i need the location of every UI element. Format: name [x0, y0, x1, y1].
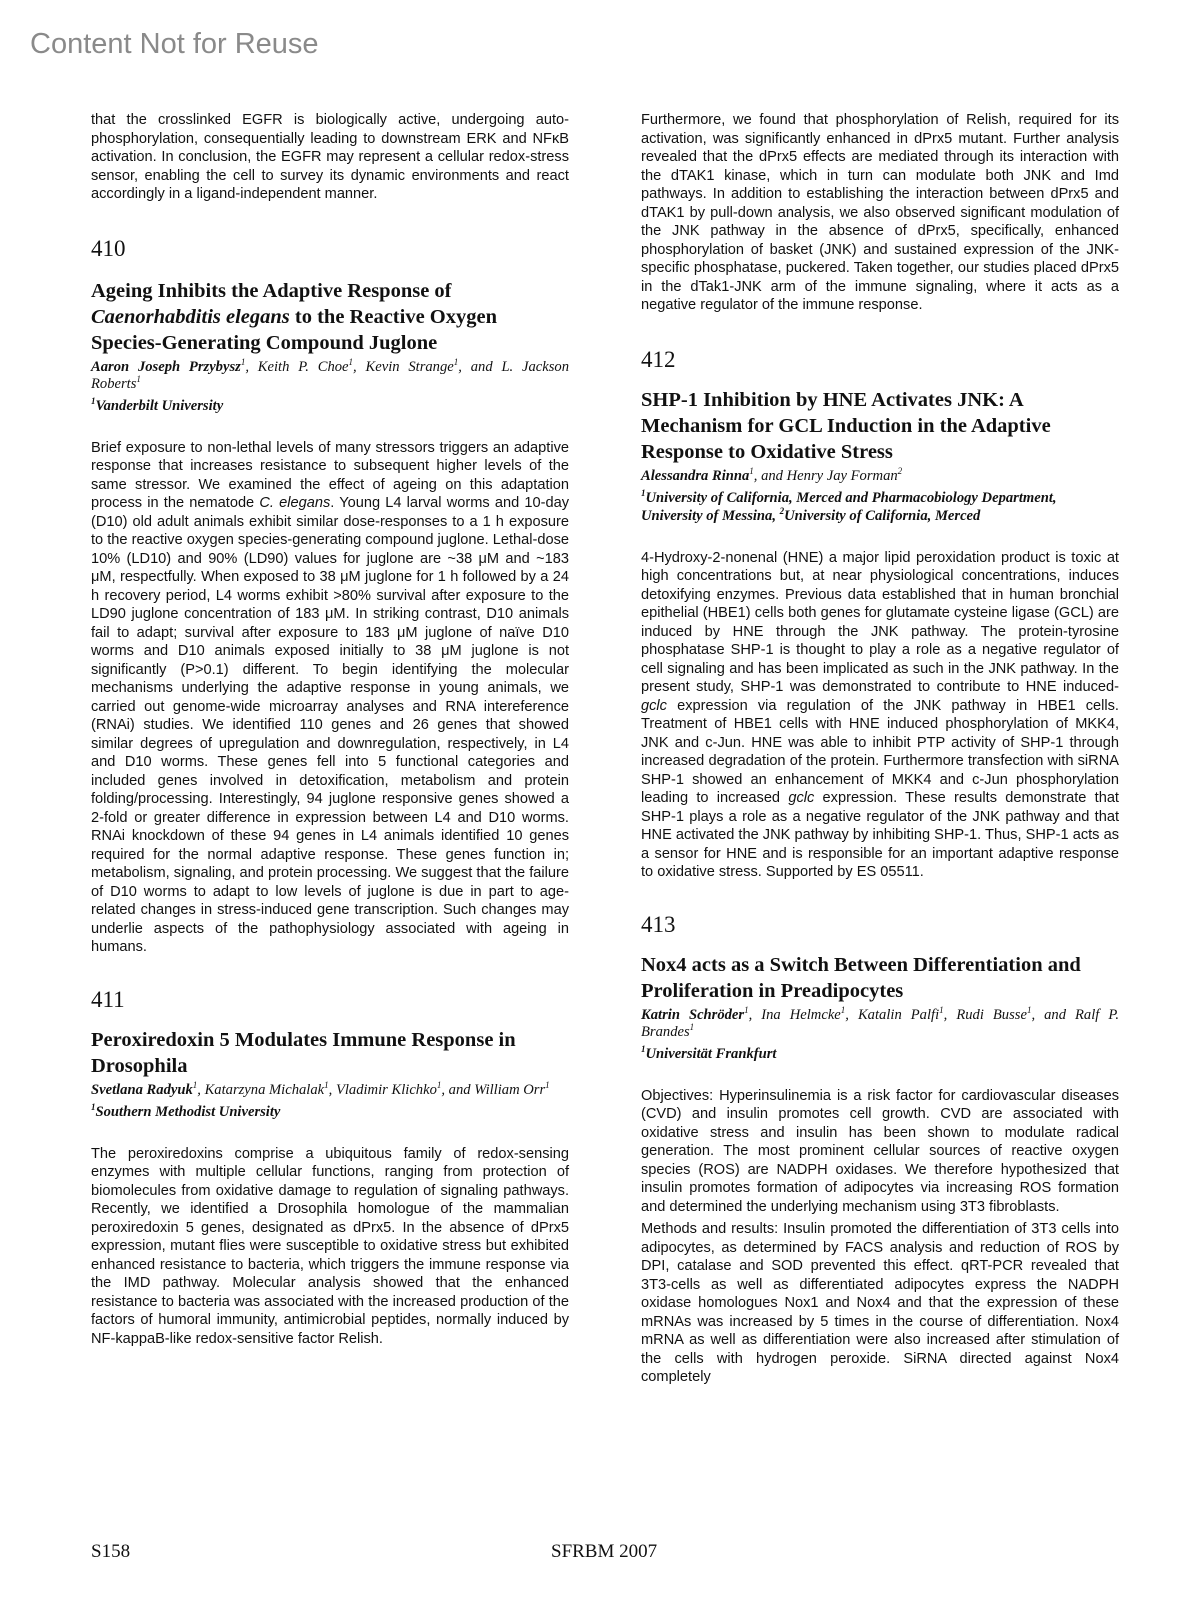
author-sup: 1 — [689, 1021, 695, 1032]
abstract-body-411: The peroxiredoxins comprise a ubiquitous family of redox-sensing enzymes with multiple cellular functions, ranging from protection of biomolecules from oxidative damage to regulation of signaling pathways. Recently, we identified a Drosophila homologue of the mammalian peroxiredoxin 5 genes, designated as dPrx5. In the absence of dPrx5 expression, mutant flies were susceptible to oxidative stress but exhibited enhanced resistance to bacteria, which triggers the immune response via the IMD pathway. Molecular analysis showed that the enhanced resistance to bacteria was associated with the increased production of the factors of humoral immunity, antimicrobial peptides, normally induced by NF-kappaB-like redox-sensitive factor Relish. — [91, 1145, 569, 1347]
author-sep: , and — [753, 467, 787, 484]
abstract-part: 4-Hydroxy-2-nonenal (HNE) a major lipid peroxidation product is toxic at high concentrations but, at near physiological concentrations, induces detoxifying enzymes. Previous data established that in human bronchial epithelial (HBE1) cells both genes for glutamate cysteine ligase (GCL) are induced by HNE through the JNK pathway. The protein-tyrosine phosphatase SHP-1 is thought to play a role as a negative regulator of cell signaling and has been implicated as such in the JNK pathway. In the present study, SHP-1 was demonstrated to contribute to HNE induced- — [641, 549, 1119, 695]
author-name: Henry Jay Forman — [786, 467, 898, 484]
abstract-objectives-413: Objectives: Hyperinsulinemia is a risk factor for cardiovascular diseases (CVD) and insulin promotes cell growth. CVD are associated with oxidative stress and insulin has been shown to modulate radical generation. The most prominent cellular sources of reactive oxygen species (ROS) are NADPH oxidases. We therefore hypothesized that insulin promotes formation of adipocytes via increasing ROS formation and determined the underlying mechanism using 3T3 fibroblasts. — [641, 1087, 1119, 1215]
authors-413 — [641, 1004, 1120, 1041]
authors-412 — [641, 465, 1119, 485]
author-sep: , — [845, 1006, 858, 1023]
author-sup: 1 — [453, 356, 459, 367]
author-sup: 1 — [324, 1079, 329, 1090]
watermark: Content Not for Reuse — [30, 28, 319, 60]
author-sep: , and — [1031, 1006, 1076, 1023]
abstract-part: Brief exposure to non-lethal levels of many stressors triggers an adaptive response that increases resistance to subsequent higher levels of the same stressor. We examined the effect of ageing on this adaptation process in the nematode — [91, 439, 569, 511]
author-name: Kevin Strange — [365, 358, 454, 375]
abstract-title-412: SHP-1 Inhibition by HNE Activates JNK: A Mechanism for GCL Induction in the Adaptive Response to Oxidative Stress — [641, 388, 1051, 463]
abstract-part: expression. These results demonstrate that SHP-1 plays a role as a negative regulator of the JNK pathway and that HNE activated the JNK pathway by inhibiting SHP-1. Thus, SHP-1 acts as a sensor for HNE and is responsible for an important adaptive response to oxidative stress. Supported by ES 05511. — [641, 790, 1119, 880]
author-sup: 1 — [545, 1079, 550, 1090]
abstract-part: expression via regulation of the JNK pathway in HBE1 cells. Treatment of HBE1 cells with HNE induced phosphorylation of MKK4, JNK and c-Jun. HNE was able to inhibit PTP activity of SHP-1 through increased degradation of the protein. Furthermore transfection with siRNA SHP-1 showed an enhancement of MKK4 and c-Jun phosphorylation leading to increased — [641, 697, 1119, 806]
abstract-number-412: 412 — [641, 346, 676, 372]
authors-411 — [91, 1079, 569, 1099]
affiliation-sup: 1 — [91, 395, 96, 406]
abstract-body-412 — [641, 549, 1119, 882]
author-sup: 1 — [840, 1004, 846, 1015]
affiliation-sup: 1 — [641, 487, 646, 498]
author-name: L. Jackson Roberts — [91, 358, 570, 392]
author-sep: , — [245, 358, 258, 375]
author-sep: , — [197, 1081, 205, 1098]
affiliation-sup: 1 — [641, 1043, 646, 1054]
abstract-body-410 — [91, 439, 569, 957]
authors-410 — [91, 356, 570, 393]
author-sup: 1 — [348, 356, 354, 367]
author-sup: 1 — [1026, 1004, 1032, 1015]
affiliation-411 — [91, 1103, 569, 1121]
author-name: Svetlana Radyuk — [91, 1081, 193, 1098]
affiliation-sup: 1 — [91, 1101, 96, 1112]
author-sup: 1 — [744, 1004, 749, 1015]
author-name: William Orr — [474, 1081, 546, 1098]
abstract-title-411: Peroxiredoxin 5 Modulates Immune Response in Drosophila — [91, 1028, 516, 1077]
abstract-gene: gclc — [788, 790, 815, 806]
author-sep: , — [353, 358, 366, 375]
abstract-title-413: Nox4 acts as a Switch Between Differentiation and Proliferation in Preadipocytes — [641, 953, 1081, 1002]
left-column — [91, 111, 569, 1348]
affiliation-410 — [91, 397, 569, 415]
abstract-number-410: 410 — [91, 235, 126, 261]
affiliation-text: Vanderbilt University — [95, 397, 224, 414]
abstract-number-413: 413 — [641, 911, 676, 937]
author-sep: , — [943, 1006, 957, 1023]
title-species: Caenorhabditis elegans — [91, 305, 290, 328]
author-name: Ina Helmcke — [761, 1006, 841, 1023]
page-number: S158 — [91, 1541, 131, 1562]
affiliation-text: Southern Methodist University — [95, 1103, 281, 1120]
abstract-part: . Young L4 larval worms and 10-day (D10) old adult animals exhibit similar dose-responses to a 1 h exposure to the reactive oxygen species-generating compound juglone. Lethal-dose 10% (LD10) and 90% (LD90) values for juglone are ~38 μM and ~183 μM, respectfully. When exposed to 38 μM juglone for 1 h followed by a 24 h recovery period, L4 worms exhibit >80% survival after exposure to the LD90 juglone concentration of 183 μM. In striking contrast, D10 animals fail to adapt; survival after exposure to 183 μM juglone of naïve D10 worms and D10 animals exposed initially to 38 μM juglone is not significantly (P>0.1) different. To begin identifying the molecular mechanisms underlying the adaptive response in young animals, we carried out genome-wide microarray analyses and RNA intereference (RNAi) studies. We identified 110 genes and 26 genes that showed similar degrees of upregulation and downregulation, respectively, in L4 and D10 worms. These genes fell into 5 functional categories and included genes involved in detoxification, metabolism and protein folding/processing. Interestingly, 94 juglone responsive genes showed a 2-fold or greater difference in expression between L4 and D10 worms. RNAi knockdown of these 94 genes in L4 animals identified 10 genes required for the normal adaptive response. These genes function in; metabolism, signaling, and protein processing. We suggest that the failure of D10 worms to adapt to low levels of juglone is due in part to age-related changes in stress-induced gene transcription. Such changes may underlie aspects of the pathophysiology associated with ageing in humans. — [91, 495, 569, 955]
affiliation-sup: 2 — [779, 505, 785, 516]
author-sup: 1 — [939, 1004, 944, 1015]
affiliation-text: University of California, Merced — [784, 507, 981, 524]
abstract-species: C. elegans — [259, 495, 331, 511]
abstract-title-410 — [91, 278, 569, 356]
carryover-text: that the crosslinked EGFR is biologically active, undergoing auto-phosphorylation, consequentially leading to downstream ERK and NFκB activation. In conclusion, the EGFR may represent a cellular redox-stress sensor, enabling the cell to survey its dynamic environments and react accordingly in a ligand-independent manner. — [91, 112, 569, 202]
abstract-gene: gclc — [641, 697, 667, 714]
right-column — [641, 111, 1119, 1387]
author-sup: 1 — [436, 1079, 442, 1090]
author-name: Alessandra Rinna — [641, 467, 750, 484]
author-name: Rudi Busse — [956, 1006, 1027, 1023]
abstract-methods-413: Methods and results: Insulin promoted the differentiation of 3T3 cells into adipocytes, as determined by FACS analysis and reduction of ROS by DPI, catalase and SOD prevented this effect. qRT-PCR revealed that 3T3-cells as well as differentiated adipocytes express the NADPH oxidase homologues Nox1 and Nox4 and that the expression of these mRNAs was increased by 5 times in the course of differentiation. Nox4 mRNA as well as differentiation were also increased after stimulation of the cells with hydrogen peroxide. SiRNA directed against Nox4 completely — [641, 1221, 1119, 1385]
author-sep: , and — [441, 1081, 475, 1098]
author-name: Keith P. Choe — [257, 358, 349, 375]
author-sup: 1 — [240, 356, 246, 367]
author-sup: 1 — [136, 373, 141, 384]
author-sep: , — [748, 1006, 762, 1023]
title-part: Ageing Inhibits the Adaptive Response of — [91, 279, 452, 302]
abstract-number-411: 411 — [91, 986, 125, 1012]
affiliation-text: University of California, Merced and Pharmacobiology Department, University of Messina, — [641, 489, 1057, 524]
author-sup: 1 — [192, 1079, 198, 1090]
author-name: Katrin Schröder — [641, 1006, 745, 1023]
author-name: Katarzyna Michalak — [204, 1081, 325, 1098]
author-sup: 1 — [749, 465, 754, 476]
carryover-text: Furthermore, we found that phosphorylation of Relish, required for its activation, was significantly enhanced in dPrx5 mutant. Further analysis revealed that the dPrx5 effects are mediated through its interaction with the dTAK1 kinase, which in turn can modulate both JNK and Imd pathways. In addition to establishing the interaction between dPrx5 and dTAK1 by pull-down analysis, we also observed significant modulation of the JNK pathway in the absence of dPrx5, specifically, enhanced phosphorylation of basket (JNK) and sustained expression of the JNK-specific phosphatase, puckered. Taken together, our studies placed dPrx5 in the dTak1-JNK arm of the immune signaling, where it acts as a negative regulator of the immune response. — [641, 112, 1119, 313]
author-sup: 2 — [897, 465, 903, 476]
author-sep: , — [328, 1081, 336, 1098]
affiliation-412 — [641, 489, 1119, 525]
author-name: Ralf P. Brandes — [641, 1006, 1120, 1040]
journal-footer: SFRBM 2007 — [551, 1541, 658, 1562]
affiliation-text: Universität Frankfurt — [645, 1045, 777, 1062]
title-part: to the Reactive Oxygen Species-Generating Compound Juglone — [91, 305, 497, 354]
author-name: Aaron Joseph Przybysz — [91, 358, 241, 375]
affiliation-413 — [641, 1045, 1119, 1063]
author-name: Katalin Palfi — [857, 1006, 940, 1023]
author-sep: , and — [458, 358, 502, 375]
author-name: Vladimir Klichko — [335, 1081, 437, 1098]
